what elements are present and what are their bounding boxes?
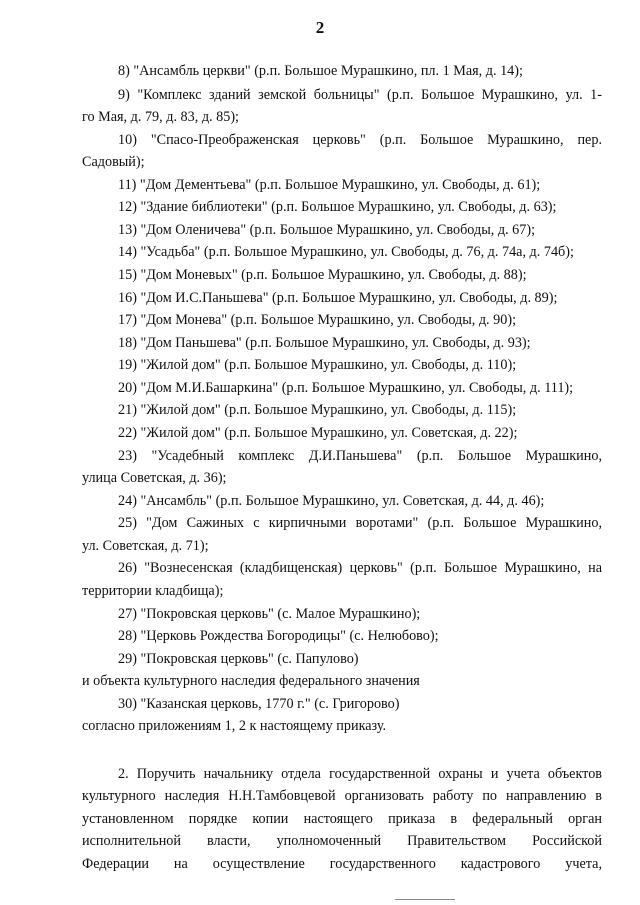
list-item: 12) "Здание библиотеки" (р.п. Большое Мурашкино, ул. Свободы, д. 63); [118, 199, 557, 215]
list-item: 11) "Дом Дементьева" (р.п. Большое Мурашкино, ул. Свободы, д. 61); [118, 177, 541, 193]
list-item: 14) "Усадьба" (р.п. Большое Мурашкино, ул. Свободы, д. 76, д. 74а, д. 74б); [118, 244, 574, 260]
list-item-continuation: го Мая, д. 79, д. 83, д. 85); [82, 109, 239, 125]
paragraph-line: установленном порядке копии настоящего приказа в федеральный орган [82, 811, 602, 827]
list-item: 15) "Дом Моневых" (р.п. Большое Мурашкино, ул. Свободы, д. 88); [118, 267, 527, 283]
list-item: 25) "Дом Сажиных с кирпичными воротами" (р.п. Большое Мурашкино, [118, 515, 602, 531]
list-item-continuation: ул. Советская, д. 71); [82, 538, 209, 554]
list-item: 24) "Ансамбль" (р.п. Большое Мурашкино, ул. Советская, д. 44, д. 46); [118, 493, 545, 509]
list-item: 9) "Комплекс зданий земской больницы" (р.п. Большое Мурашкино, ул. 1- [118, 87, 602, 103]
paragraph-line: Федерации на осуществление государственного кадастрового учета, [82, 856, 602, 872]
list-item: 21) "Жилой дом" (р.п. Большое Мурашкино, ул. Свободы, д. 115); [118, 402, 517, 418]
list-item: 28) "Церковь Рождества Богородицы" (с. Нелюбово); [118, 628, 439, 644]
list-item: 16) "Дом И.С.Паньшева" (р.п. Большое Мурашкино, ул. Свободы, д. 89); [118, 290, 558, 306]
text-line: согласно приложениям 1, 2 к настоящему приказу. [82, 718, 387, 734]
list-item: 27) "Покровская церковь" (с. Малое Мурашкино); [118, 606, 421, 622]
text-line: и объекта культурного наследия федерального значения [82, 673, 420, 689]
list-item-continuation: территории кладбища); [82, 583, 224, 599]
list-item: 26) "Вознесенская (кладбищенская) церковь" (р.п. Большое Мурашкино, на [118, 560, 602, 576]
paragraph-line: 2. Поручить начальнику отдела государственной охраны и учета объектов [118, 766, 602, 782]
list-item-continuation: улица Советская, д. 36); [82, 470, 227, 486]
list-item: 17) "Дом Монева" (р.п. Большое Мурашкино, ул. Свободы, д. 90); [118, 312, 517, 328]
list-item: 18) "Дом Паньшева" (р.п. Большое Мурашкино, ул. Свободы, д. 93); [118, 335, 531, 351]
paragraph-line: культурного наследия Н.Н.Тамбовцевой организовать работу по направлению в [82, 788, 602, 804]
list-item: 22) "Жилой дом" (р.п. Большое Мурашкино, ул. Советская, д. 22); [118, 425, 518, 441]
list-item: 23) "Усадебный комплекс Д.И.Паньшева" (р.п. Большое Мурашкино, [118, 448, 602, 464]
list-item: 19) "Жилой дом" (р.п. Большое Мурашкино, ул. Свободы, д. 110); [118, 357, 517, 373]
list-item: 30) "Казанская церковь, 1770 г." (с. Григорово) [118, 696, 400, 712]
list-item: 8) "Ансамбль церкви" (р.п. Большое Мурашкино, пл. 1 Мая, д. 14); [118, 63, 523, 79]
list-item: 20) "Дом М.И.Башаркина" (р.п. Большое Мурашкино, ул. Свободы, д. 111); [118, 380, 574, 396]
list-item-continuation: Садовый); [82, 154, 145, 170]
paragraph-line: исполнительной власти, уполномоченный Правительством Российской [82, 833, 602, 849]
list-item: 10) "Спасо-Преображенская церковь" (р.п. Большое Мурашкино, пер. [118, 132, 602, 148]
page-number: 2 [315, 18, 325, 37]
list-item: 13) "Дом Оленичева" (р.п. Большое Мурашкино, ул. Свободы, д. 67); [118, 222, 536, 238]
scan-artifact [395, 899, 455, 902]
list-item: 29) "Покровская церковь" (с. Папулово) [118, 651, 359, 667]
